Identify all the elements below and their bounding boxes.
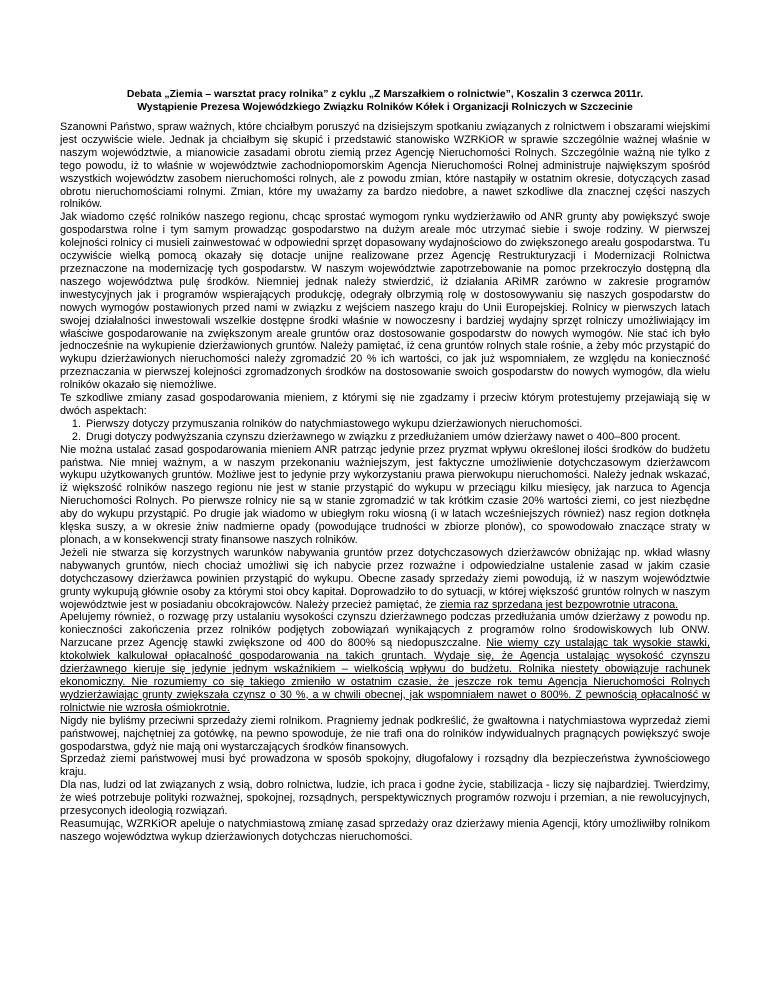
paragraph-text: Jeżeli nie stwarza się korzystnych warunków nabywania gruntów przez dotychczasowych dzierżawców obniżając np. wkład własny nabywanych gruntów, niech chociaż umożliwi się ich nabycie przez rozważne i odpowiedzialne ustalenie zasad w jakim czasie dotychczasowy dzierżawca powinien przystąpić do wykupu. Obecne zasady sprzedaży ziemi powodują, iż w naszym województwie grunty wykupują głównie osoby za którymi stoi obcy kapitał. Doprowadziło to do sytuacji, w której większość gruntów rolnych w naszym województwie jest w posiadaniu obcokrajowców. Należy przecież pamiętać, że: [60, 546, 710, 611]
header-subtitle-line: Wystąpienie Prezesa Wojewódzkiego Związku Rolników Kółek i Organizacji Rolniczych w Szczecinie: [137, 102, 633, 113]
paragraph-lease-context: Jak wiadomo część rolników naszego regionu, chcąc sprostać wymogom rynku wydzierżawiło od ANR grunty aby powiększyć swoje gospodarstwa rolne i tym samym prowadząc gospodarstwo na dużym areale móc utrzymać siebie i swoje rodziny. W pierwszej kolejności rolnicy ci musieli zainwestować w odpowiedni sprzęt dopasowany wydajnościowo do zwiększonego areału gospodarstwa. Tu oczywiście wielką pomocą okazały się dotacje unijne realizowane przez Agencję Restrukturyzacji i Modernizacji Rolnictwa przeznaczone na modernizację tych gospodarstw. W naszym województwie zapotrzebowanie na pomoc przekroczyło dostępną dla naszego województwa pulę środków. Niemniej jednak należy stwierdzić, iż działania ARiMR zarówno w zakresie programów inwestycyjnych jak i programów wspierających produkcję, odegrały olbrzymią rolę w dostosowywaniu się naszych gospodarstw do nowych wymogów postawionych przed nami w związku z wejściem naszego kraju do Unii Europejskiej. Rolnicy w pierwszych latach swojej działalności inwestowali wszelkie dostępne środki właśnie w nowoczesny i bardziej wydajny sprzęt rolniczy umożliwiający im właściwe gospodarowanie na zwiększonym areale gruntów oraz dostosowanie gospodarstw do nowych wymogów. Nie stać ich było jednocześnie na wykupienie dzierżawionych gruntów. Należy pamiętać, iż cena gruntów rolnych stale rośnie, a żeby móc przystąpić do wykupu dzierżawionych nieruchomości należy zgromadzić 20 % ich wartości, co jak już wspomniałem, ze względu na konieczność przeznaczania w pierwszej kolejności zgromadzonych środków na dostosowanie swoich gospodarstw do nowych wymogów, dla wielu rolników okazało się niemożliwe.: [60, 211, 710, 392]
paragraph-text: Apelujemy również, o rozwagę przy ustalaniu wysokości czynszu dzierżawnego podczas przedłużania umów dzierżawy z powodu np. konieczności zakończenia przez rolników podjętych zobowiązań wynikających z programów rolno środowiskowych lub ONW. Narzucane przez Agencję stawki zwiększone od 400 do 800% są niedopuszczalne.: [60, 611, 710, 650]
paragraph-purchase-rules: Nie można ustalać zasad gospodarowania mieniem ANR patrząc jedynie przez pryzmat wpływu określonej ilości środków do budżetu państwa. Nie mniej ważnym, a w naszym przekonaniu ważniejszym, jest faktyczne umożliwienie dotychczasowym dzierżawcom wykupu użytkowanych gruntów. Możliwe jest to jedynie przy wykorzystaniu prawa pierwokupu nieruchomości. Należy jednak wskazać, iż większość rolników naszego regionu nie jest w stanie przystąpić do wykupu w przeciągu kilku miesięcy, jak narzuca to Agencja Nieruchomości Rolnych. Po pierwsze rolnicy nie są w stanie zgromadzić w tak krótkim czasie 20% wartości ziemi, co jest niezbędne aby do wykupu przystąpić. Po drugie jak wiadomo w ubiegłym roku wiosną (i w latach wcześniejszych również) nasz region dotknęła klęska suszy, a w okresie żniw nadmierne opady (powodujące trudności w zbiorze plonów), co spowodowało znaczące straty w plonach, a w konsekwencji straty finansowe naszych rolników.: [60, 443, 710, 546]
aspects-list: [60, 418, 710, 444]
paragraph-intro: Szanowni Państwo, spraw ważnych, które chciałbym poruszyć na dzisiejszym spotkaniu związanych z rolnictwem i obszarami wiejskimi jest oczywiście wiele. Jednak ja chciałbym się skupić i przedstawić stanowisko WZRKiOR w sprawie szczególnie ważnej właśnie w naszym województwie, a mianowicie zasadami obrotu ziemią przez Agencję Nieruchomości Rolnych. Szczególnie ważną nie tylko z tego powodu, iż to właśnie w województwie zachodniopomorskim Agencja Nieruchomości Rolnej administruje największym spośród wszystkich województw zasobem nieruchomości rolnych, ale z powodu zmian, które nastąpiły w ostatnim okresie, dotyczących zasad obrotu nieruchomościami rolnymi. Zmian, które my uważamy za bardzo niedobre, a nawet szkodliwe dla znacznej części naszych rolników.: [60, 121, 710, 211]
paragraph-foreign-capital: [60, 547, 710, 612]
paragraph-summary: Reasumując, WZRKiOR apeluje o natychmiastową zmianę zasad sprzedaży oraz dzierżawy mienia Agencji, który umożliwiłby rolnikom naszego województwa wykup dzierżawionych dotychczas nieruchomości.: [60, 817, 710, 843]
document-header: [60, 88, 710, 114]
paragraph-rural-policy: Dla nas, ludzi od lat związanych z wsią, dobro rolnictwa, ludzie, ich praca i godne życie, stabilizacja - liczy się najbardziej. Twierdzimy, że wieś potrzebuje polityki rozważnej, spokojnej, rozsądnych, perspektywicznych programów rozwoju i przemian, a nie rewolucyjnych, przesyconych ideologią rozwiązań.: [60, 779, 710, 818]
document-body: [60, 121, 710, 844]
paragraph-sale-position: Nigdy nie byliśmy przeciwni sprzedaży ziemi rolnikom. Pragniemy jednak podkreślić, że gwałtowna i natychmiastowa wyprzedaż ziemi państwowej, najchętniej za gotówkę, na pewno spowoduje, że nie trafi ona do rolników indywidualnych pragnących powiększyć swoje gospodarstwa, gdyż nie mają oni wystarczających środków finansowych.: [60, 714, 710, 753]
paragraph-food-security: Sprzedaż ziemi państwowej musi być prowadzona w sposób spokojny, długofalowy i rozsądny dla bezpieczeństwa żywnościowego kraju.: [60, 753, 710, 779]
list-item: 2. Drugi dotyczy podwyższania czynszu dzierżawnego w związku z przedłużaniem umów dzierżawy nawet o 400–800 procent.: [84, 431, 710, 444]
list-item: 1. Pierwszy dotyczy przymuszania rolników do natychmiastowego wykupu dzierżawionych nieruchomości.: [84, 418, 710, 431]
paragraph-aspects-intro: Te szkodliwe zmiany zasad gospodarowania mieniem, z którymi się nie zgadzamy i przeciw którym protestujemy przejawiają się w dwóch aspektach:: [60, 392, 710, 417]
header-title-line: Debata „Ziemia – warsztat pracy rolnika” z cyklu „Z Marszałkiem o rolnictwie”, Koszalin 3 czerwca 2011r.: [126, 89, 644, 100]
underlined-text: ziemia raz sprzedana jest bezpowrotnie utracona.: [439, 598, 679, 611]
paragraph-rent-appeal: [60, 611, 710, 714]
underlined-text: Nie wiemy czy ustalając tak wysokie stawki, ktokolwiek kalkulował opłacalność gospodarowania na takich gruntach. Wydaje się, że Agencja ustalając wysokość czynszu dzierżawnego kieruje się jedynie jednym wskaźnikiem – wielkością wpływu do budżetu. Rolnika niestety obowiązuje rachunek ekonomiczny. Nie rozumiemy co się takiego zmieniło w ostatnim czasie, że jeszcze rok temu Agencja Nieruchomości Rolnych wydzierżawiając grunty zwiększała czynsz o 30 %, a w chwili obecnej, jak wspomniałem nawet o 800%. Z pewnością opłacalność w rolnictwie nie wzrosła ośmiokrotnie.: [60, 637, 710, 714]
